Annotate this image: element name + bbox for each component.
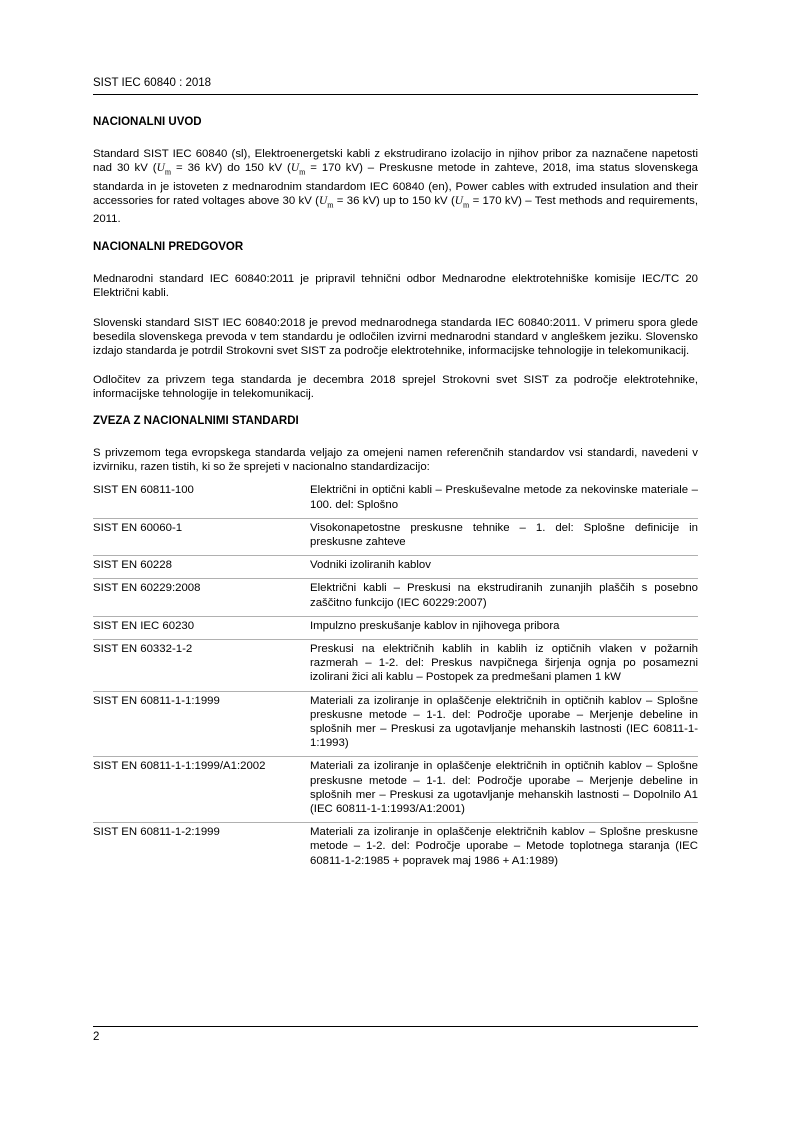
table-row — [93, 757, 698, 822]
um-symbol: $U_m$ — [454, 194, 470, 210]
table-row — [93, 823, 698, 874]
reference-standards-table — [93, 481, 698, 873]
standard-code: SIST EN 60228 — [93, 559, 172, 572]
zveza-intro-paragraph: S privzemom tega evropskega standarda veljajo za omejeni namen referenčnih standardov vsi standardi, navedeni v izvirniku, razen tistih, ki so že sprejeti v nacionalno standardizacijo: — [93, 447, 698, 474]
standard-title: Električni kabli – Preskusi na ekstrudiranih zunanjih plaščih s posebno zaščitno funkcijo (IEC 60229:2007) — [310, 582, 698, 609]
standard-title: Električni in optični kabli – Preskuševalne metode za nekovinske materiale – 100. del: Splošno — [310, 484, 698, 511]
document-id-header: SIST IEC 60840 : 2018 — [93, 77, 212, 89]
uvod-text-5: = 170 kV) – Test methods and requirements, 2011. — [93, 194, 698, 226]
predgovor-paragraph-2: Slovenski standard SIST IEC 60840:2018 je prevod mednarodnega standarda IEC 60840:2011. V primeru spora glede besedila slovenskega prevoda v tem standardu je odločilen izvirni mednarodni standard v angleškem jeziku. Slovensko izdajo standarda je potrdil Strokovni svet SIST za področje elektrotehnike, informacijske tehnologije in telekomunikacij. — [93, 316, 698, 358]
standard-title: Materiali za izoliranje in oplaščenje električnih kablov – Splošne preskusne metode – 1-2. del: Področje uporabe – Metode toplotnega staranja (IEC 60811-1-2:1985 + popravek maj 1986 + A1:1989) — [310, 826, 698, 867]
standard-title: Materiali za izoliranje in oplaščenje električnih in optičnih kablov – Splošne preskusne metode – 1-1. del: Področje uporabe – Merjenje debeline in splošnih mer – Preskusi za ugotavljanje mehanskih lastnosti (IEC 60811-1-1:1993) — [310, 694, 698, 750]
uvod-paragraph — [93, 147, 698, 227]
um-symbol: $U_m$ — [290, 162, 306, 177]
page-content — [93, 115, 698, 874]
standard-code: SIST EN 60229:2008 — [93, 582, 201, 595]
table-row — [93, 519, 698, 556]
footer-rule — [93, 1026, 698, 1027]
standard-code: SIST EN 60332-1-2 — [93, 643, 193, 656]
standard-title: Vodniki izoliranih kablov — [310, 559, 431, 572]
standard-code: SIST EN 60811-1-2:1999 — [93, 826, 220, 839]
predgovor-paragraph-3: Odločitev za privzem tega standarda je decembra 2018 sprejel Strokovni svet SIST za področje elektrotehnike, informacijske tehnologije in telekomunikacij. — [93, 373, 698, 400]
table-row — [93, 617, 698, 640]
heading-nacionalni-uvod: NACIONALNI UVOD — [93, 116, 202, 128]
uvod-text-4: = 36 kV) up to 150 kV ( — [333, 194, 455, 207]
um-symbol: $U_m$ — [318, 194, 334, 210]
table-row — [93, 640, 698, 691]
standard-code: SIST EN 60811-1-1:1999 — [93, 694, 220, 707]
table-row — [93, 692, 698, 757]
standard-title: Preskusi na električnih kablih in kablih iz optičnih vlaken v požarnih razmerah – 1-2. del: Preskus navpičnega širjenja ognja po posamezni izolirani žici ali kablu – Postopek za predmešani plamen 1 kW — [310, 643, 698, 684]
page-number: 2 — [93, 1031, 100, 1043]
uvod-text-1: Standard SIST IEC 60840 (sl), Elektroenergetski kabli z ekstrudirano izolacijo in njihov pribor za naznačene napetosti nad 30 kV ( — [93, 148, 698, 175]
standard-title: Materiali za izoliranje in oplaščenje električnih in optičnih kablov – Splošne preskusne metode – 1-1. del: Področje uporabe – Merjenje debeline in splošnih mer – Preskusi za ugotavljanje mehanskih lastnosti – Dopolnilo A1 (IEC 60811-1-1:1993/A1:2001) — [310, 760, 698, 816]
standard-code: SIST EN 60811-100 — [93, 484, 194, 497]
uvod-text-2: = 36 kV) do 150 kV ( — [171, 162, 291, 175]
standard-code: SIST EN 60811-1-1:1999/A1:2002 — [93, 760, 266, 773]
predgovor-paragraph-1: Mednarodni standard IEC 60840:2011 je pripravil tehnični odbor Mednarodne elektrotehniške komisije IEC/TC 20 Električni kabli. — [93, 272, 698, 299]
header-rule — [93, 94, 698, 95]
table-row — [93, 481, 698, 518]
standard-title: Impulzno preskušanje kablov in njihovega pribora — [310, 619, 560, 632]
table-row — [93, 556, 698, 579]
uvod-text-3: = 170 kV) – Preskusne metode in zahteve, 2018, ima status slovenskega standarda in je istoveten z mednarodnim standardom IEC 60840 (en), Power cables with extruded insulation and their accessories for rated voltages above 30 kV ( — [93, 162, 698, 207]
table-row — [93, 579, 698, 616]
heading-nacionalni-predgovor: NACIONALNI PREDGOVOR — [93, 240, 244, 253]
standard-code: SIST EN 60060-1 — [93, 521, 183, 534]
standard-code: SIST EN IEC 60230 — [93, 619, 195, 632]
um-symbol: $U_m$ — [156, 162, 172, 177]
heading-zveza-z-nacionalnimi-standardi: ZVEZA Z NACIONALNIMI STANDARDI — [93, 415, 299, 427]
standard-title: Visokonapetostne preskusne tehnike – 1. del: Splošne definicije in preskusne zahteve — [310, 521, 698, 549]
